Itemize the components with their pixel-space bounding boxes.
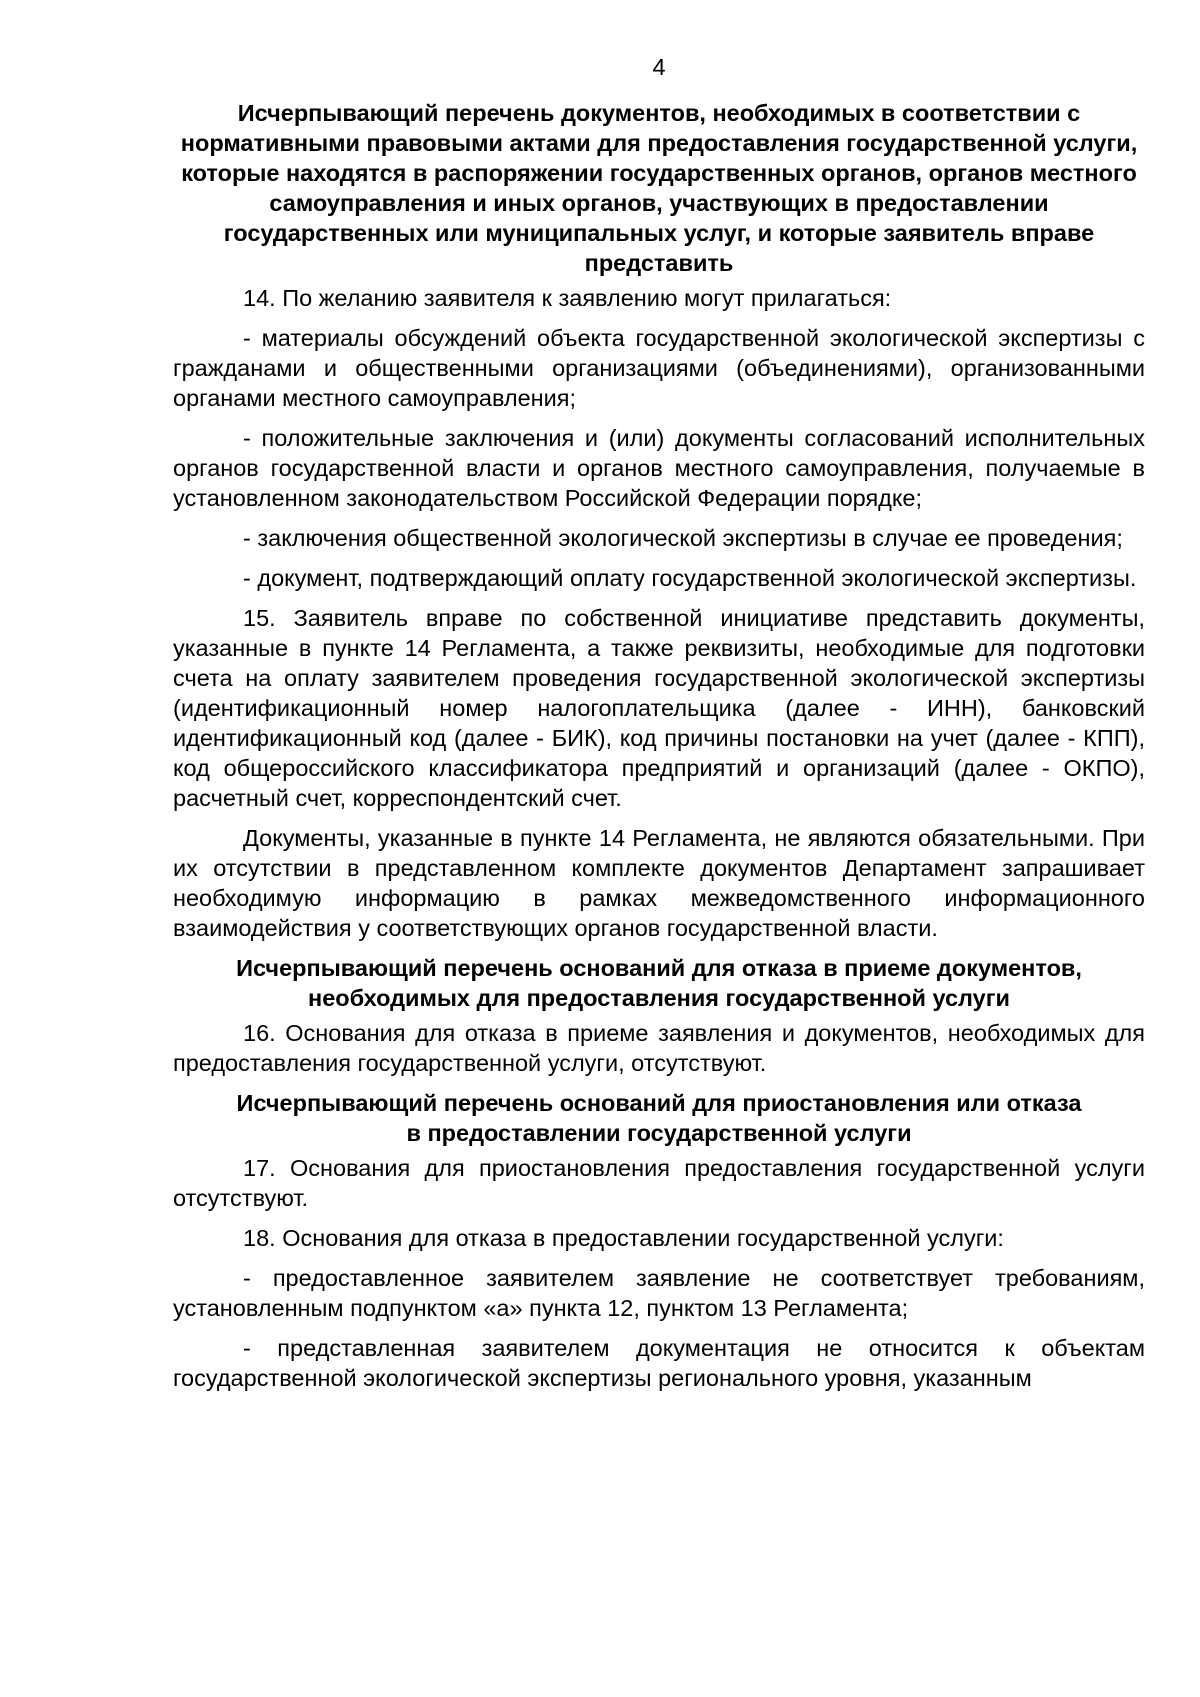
paragraph-18-intro: 18. Основания для отказа в предоставлении государственной услуги: <box>243 1225 1004 1251</box>
document-page <box>173 54 1145 1393</box>
paragraph-15: 15. Заявитель вправе по собственной инициативе представить документы, указанные в пункте 14 Регламента, а также реквизиты, необходимые для подготовки счета на оплату заявителем проведения государственной экологической экспертизы (идентификационный номер налогоплательщика (далее - ИНН), банковский идентификационный код (далее - БИК), код причины постановки на учет (далее - КПП), код общероссийского классификатора предприятий и организаций (далее - ОКПО), расчетный счет, корреспондентский счет. <box>173 605 1145 811</box>
paragraph-15-note: Документы, указанные в пункте 14 Регламента, не являются обязательными. При их отсутствии в представленном комплекте документов Департамент запрашивает необходимую информацию в рамках межведомственного информационного взаимодействия у соответствующих органов государственной власти. <box>173 825 1145 941</box>
paragraph-14-item-4: - документ, подтверждающий оплату государственной экологической экспертизы. <box>243 565 1137 591</box>
section-heading-refusal-reception: Исчерпывающий перечень оснований для отказа в приеме документов, необходимых для предоставления государственной услуги <box>236 955 1082 1011</box>
page-number: 4 <box>652 54 666 80</box>
paragraph-18-item-2: - представленная заявителем документация не относится к объектам государственной экологической экспертизы регионального уровня, указанным <box>173 1335 1145 1391</box>
paragraph-18-item-1: - предоставленное заявителем заявление не соответствует требованиям, установленным подпунктом «а» пункта 12, пунктом 13 Регламента; <box>173 1265 1145 1321</box>
paragraph-17: 17. Основания для приостановления предоставления государственной услуги отсутствуют. <box>173 1155 1145 1211</box>
paragraph-14-intro: 14. По желанию заявителя к заявлению могут прилагаться: <box>243 285 892 311</box>
paragraph-14-item-2: - положительные заключения и (или) документы согласований исполнительных органов государственной власти и органов местного самоуправления, получаемые в установленном законодательством Российской Федерации порядке; <box>173 425 1145 511</box>
paragraph-14-item-3: - заключения общественной экологической экспертизы в случае ее проведения; <box>243 525 1123 551</box>
paragraph-14-item-1: - материалы обсуждений объекта государственной экологической экспертизы с гражданами и общественными организациями (объединениями), организованными органами местного самоуправления; <box>173 325 1145 411</box>
paragraph-16: 16. Основания для отказа в приеме заявления и документов, необходимых для предоставления государственной услуги, отсутствуют. <box>173 1020 1145 1076</box>
section-heading-documents-list: Исчерпывающий перечень документов, необходимых в соответствии с нормативными правовыми актами для предоставления государственной услуги, которые находятся в распоряжении государственных органов, органов местного самоуправления и иных органов, участвующих в предоставлении государственных или муниципальных услуг, и которые заявитель вправе представить <box>180 100 1138 276</box>
section-heading-suspension-refusal: Исчерпывающий перечень оснований для приостановления или отказа в предоставлении государственной услуги <box>236 1090 1082 1146</box>
